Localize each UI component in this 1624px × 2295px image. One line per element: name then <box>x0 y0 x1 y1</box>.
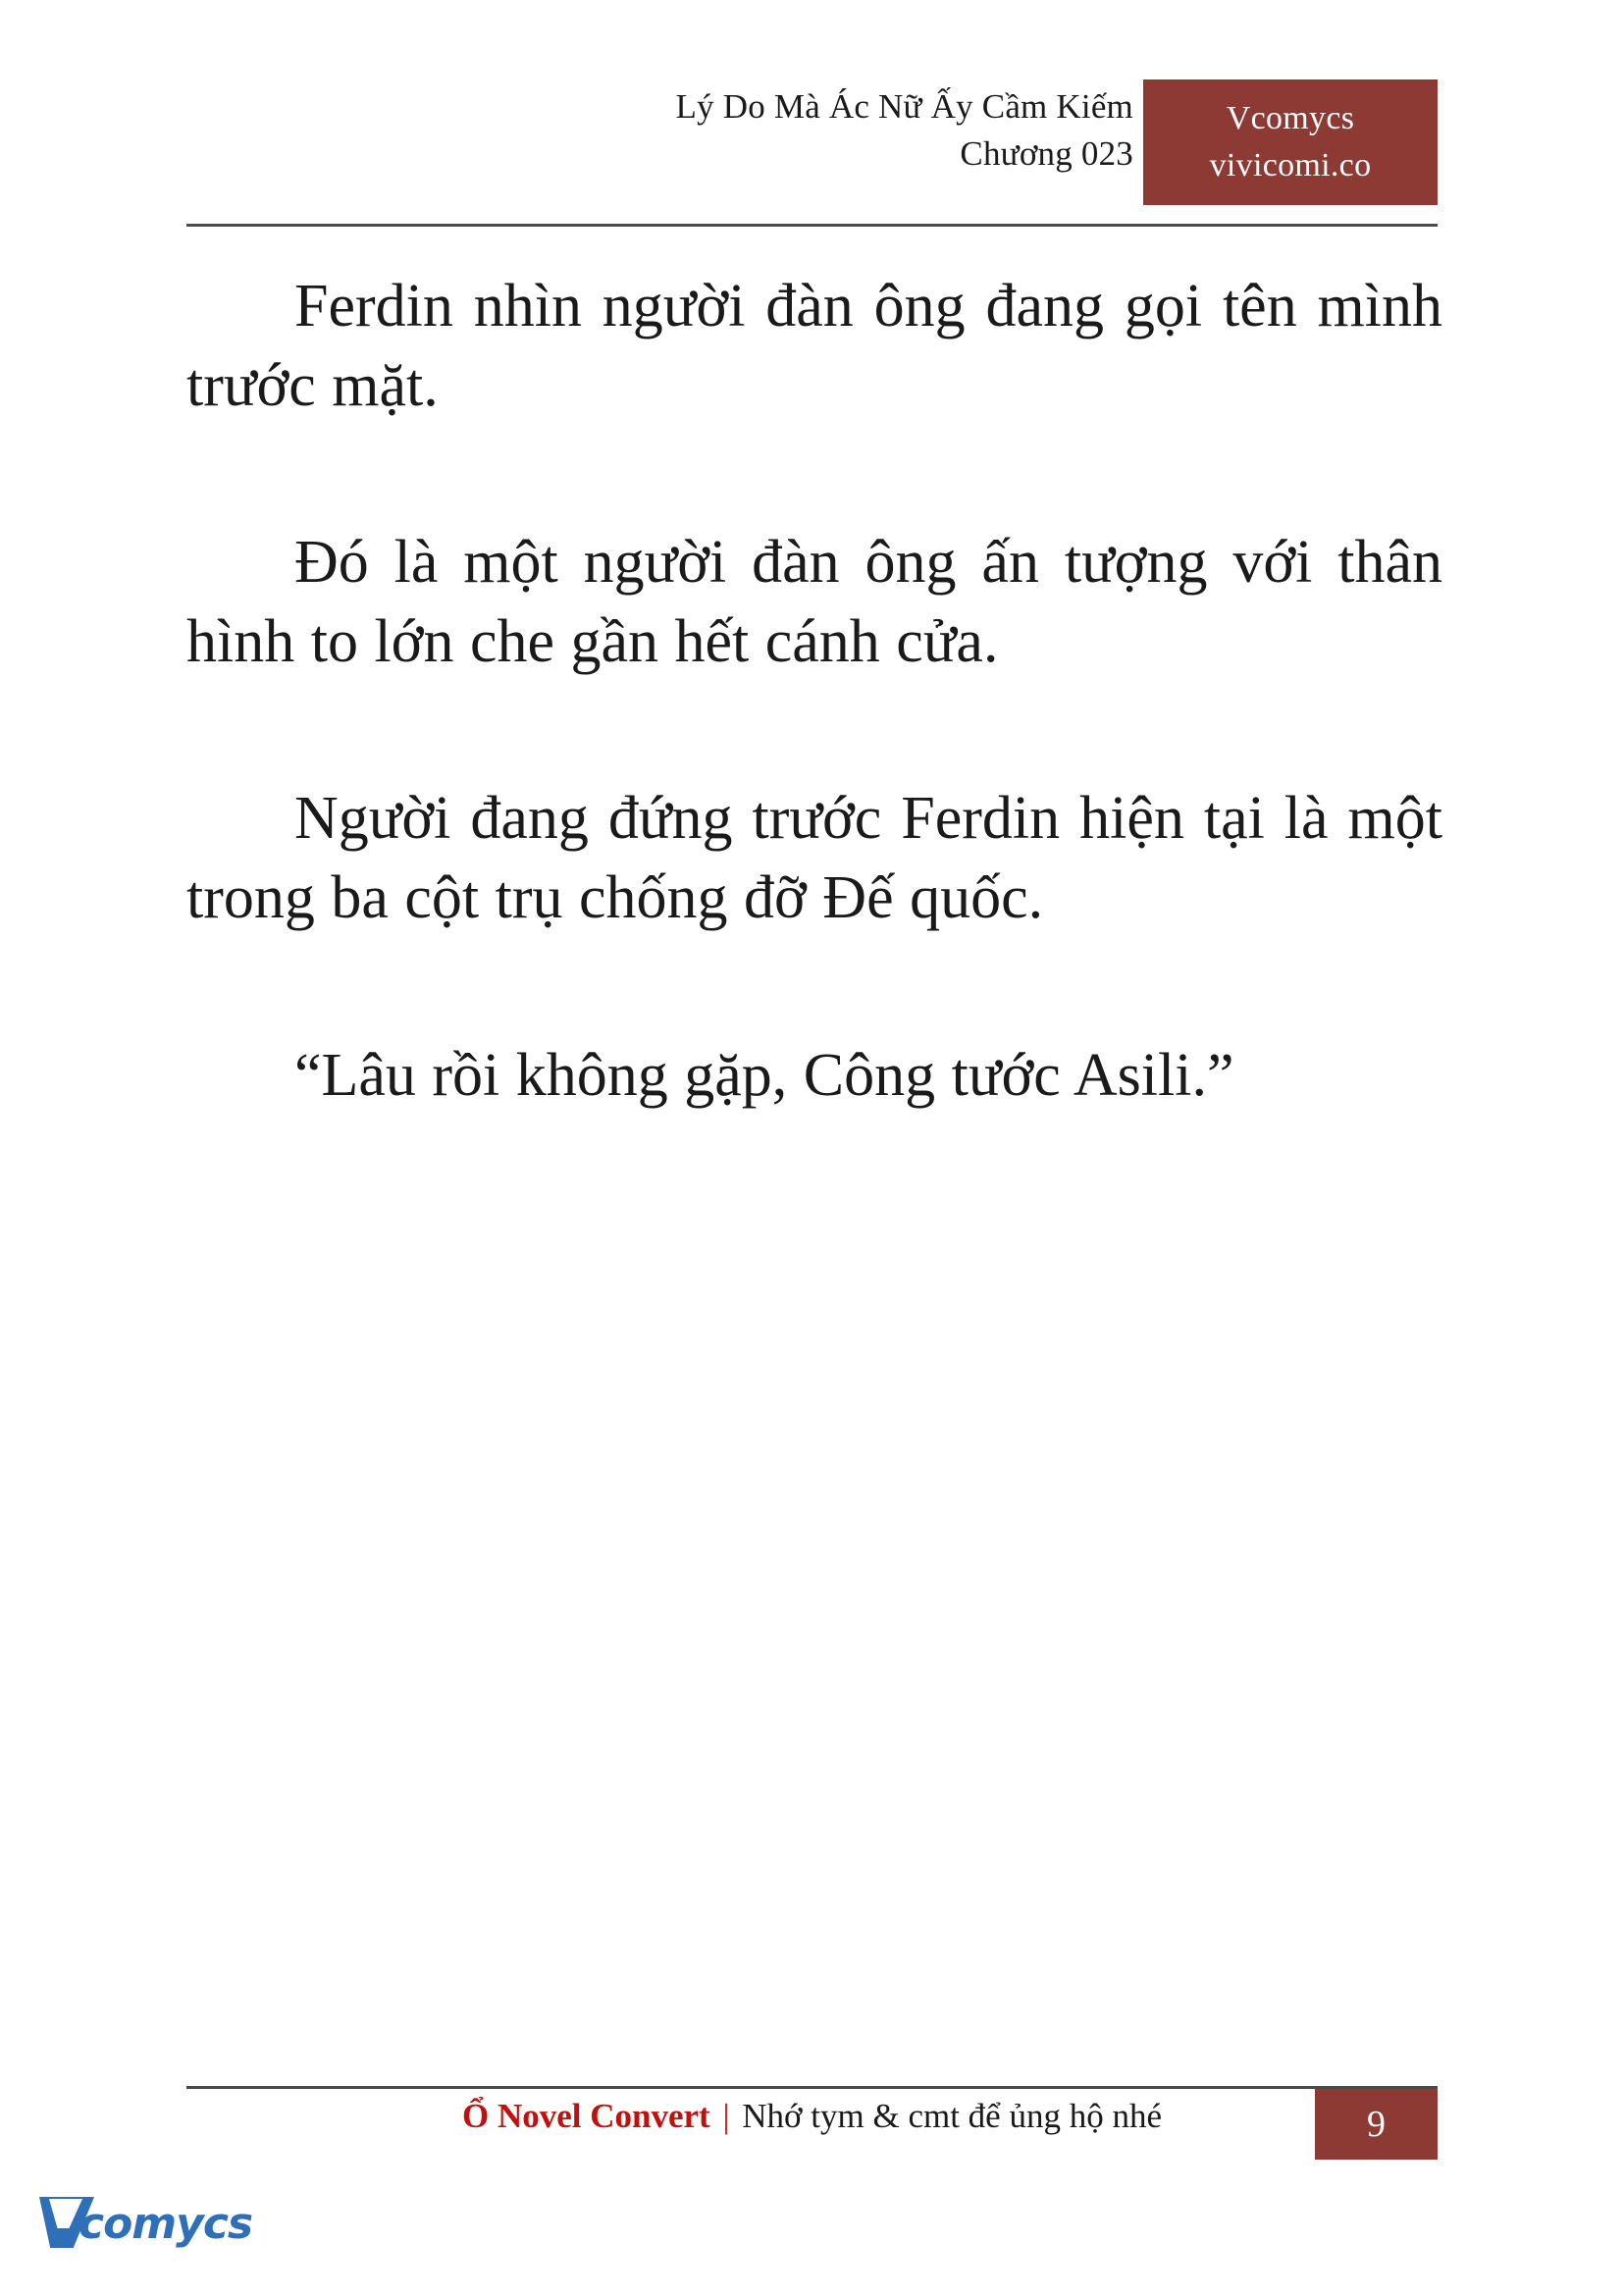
paragraph: Ferdin nhìn người đàn ông đang gọi tên mình trước mặt. <box>186 273 1442 419</box>
paragraph: Đó là một người đàn ông ấn tượng với thân hình to lớn che gần hết cánh cửa. <box>186 529 1442 675</box>
paragraph: “Lâu rồi không gặp, Công tước Asili.” <box>294 1041 1234 1109</box>
v-mark-inner-icon <box>49 2199 82 2228</box>
page-content <box>186 267 1442 1115</box>
paragraph: Người đang đứng trước Ferdin hiện tại là một trong ba cột trụ chống đỡ Đế quốc. <box>186 785 1442 931</box>
footer-credit <box>186 2097 1438 2136</box>
header-divider <box>186 224 1438 227</box>
site-badge <box>1143 79 1438 205</box>
page-number: 9 <box>1315 2089 1438 2160</box>
footer-separator: | <box>722 2097 730 2135</box>
watermark-label: comycs <box>79 2199 253 2249</box>
page-footer <box>186 2089 1438 2160</box>
site-badge-url: vivicomi.co <box>1209 147 1372 183</box>
page-header <box>186 83 1438 221</box>
footer-note: Nhớ tym & cmt để ủng hộ nhé <box>742 2097 1162 2135</box>
header-title-block <box>676 83 1133 179</box>
book-title: Lý Do Mà Ác Nữ Ấy Cầm Kiếm <box>675 87 1133 126</box>
footer-brand: Ổ Novel Convert <box>461 2097 710 2135</box>
vcomycs-watermark-logo <box>39 2191 265 2268</box>
chapter-label: Chương 023 <box>960 134 1133 174</box>
site-badge-name: Vcomycs <box>1226 100 1355 137</box>
